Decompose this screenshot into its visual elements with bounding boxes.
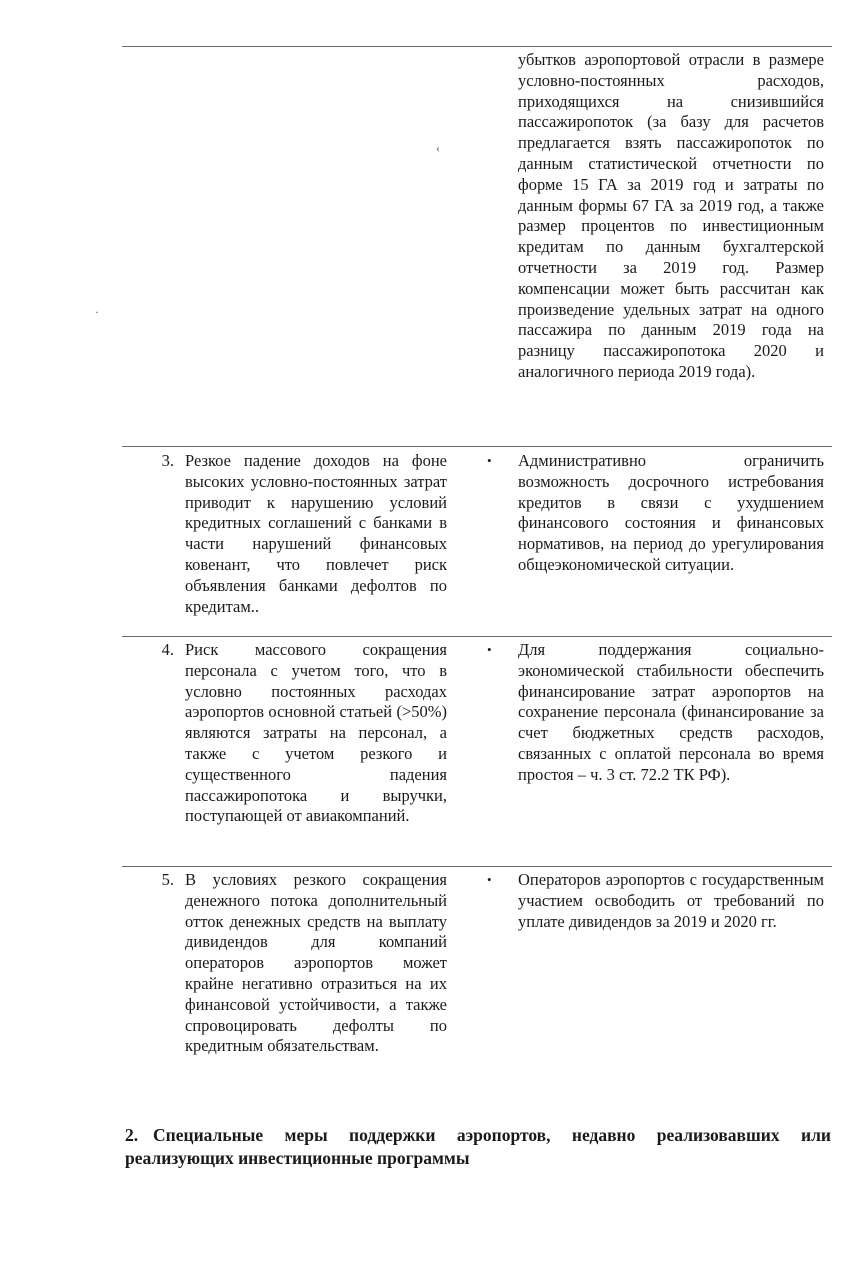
row-number: 4. [161, 640, 174, 659]
table-row-continuation-measure: убытков аэропортовой отрасли в размере условно-постоянных расходов, приходящихся на снизившийся пассажиропоток (за базу для расчетов предлагается взять пассажиропоток по данным статистической отчетности по форме 15 ГА за 2019 год и затраты по данным формы 67 ГА за 2019 год, а также размер процентов по инвестиционным кредитам по данным бухгалтерской отчетности за 2019 год. Размер компенсации может быть рассчитан как произведение удельных затрат на одного пассажира по данным 2019 года на разницу пассажиропотока 2020 и аналогичного периода 2019 года). [518, 50, 824, 381]
bullet-icon: • [487, 872, 492, 887]
section-number: 2. [125, 1125, 139, 1145]
row-number: 3. [161, 451, 174, 470]
section-heading [125, 1124, 831, 1170]
table-rule-top [122, 46, 832, 47]
table-row-measure: Операторов аэропортов с государственным участием освободить от требований по уплате дивидендов за 2019 и 2020 гг. [518, 870, 824, 931]
table-row-problem: Риск массового сокращения персонала с учетом того, что в условно постоянных расходах аэропортов основной статьей (>50%) являются затраты на персонал, а также с учетом резкого и существенного падения пассажиропотока и выручки, поступающей от авиакомпаний. [185, 640, 447, 826]
table-row-problem: В условиях резкого сокращения денежного потока дополнительный отток денежных средств на выплату дивидендов для компаний операторов аэропортов может крайне негативно отразиться на их финансовой устойчивости, а также спровоцировать дефолты по кредитным обязательствам. [185, 870, 447, 1056]
table-rule [122, 636, 832, 637]
table-row-measure: Административно ограничить возможность досрочного истребования кредитов в связи с ухудшением финансового состояния и финансовых нормативов, на период до урегулирования общеэкономической ситуации. [518, 451, 824, 574]
table-rule [122, 446, 832, 447]
bullet-icon: • [487, 642, 492, 657]
table-rule [122, 866, 832, 867]
table-row-problem: Резкое падение доходов на фоне высоких условно-постоянных затрат приводит к нарушению условий кредитных соглашений с банками в части нарушений финансовых ковенант, что повлечет риск объявления банками дефолтов по кредитам.. [185, 451, 447, 616]
row-number: 5. [161, 870, 174, 889]
bullet-icon: • [487, 453, 492, 468]
section-title: Специальные меры поддержки аэропортов, недавно реализовавших или реализующих инвестиционные программы [125, 1125, 831, 1168]
scan-mark: ‹ [436, 141, 440, 155]
scan-mark: · [95, 305, 99, 319]
table-row-measure: Для поддержания социально-экономической стабильности обеспечить финансирование затрат аэропортов на сохранение персонала (финансирование за счет бюджетных средств расходов, связанных с оплатой персонала во время простоя – ч. 3 ст. 72.2 ТК РФ). [518, 640, 824, 784]
